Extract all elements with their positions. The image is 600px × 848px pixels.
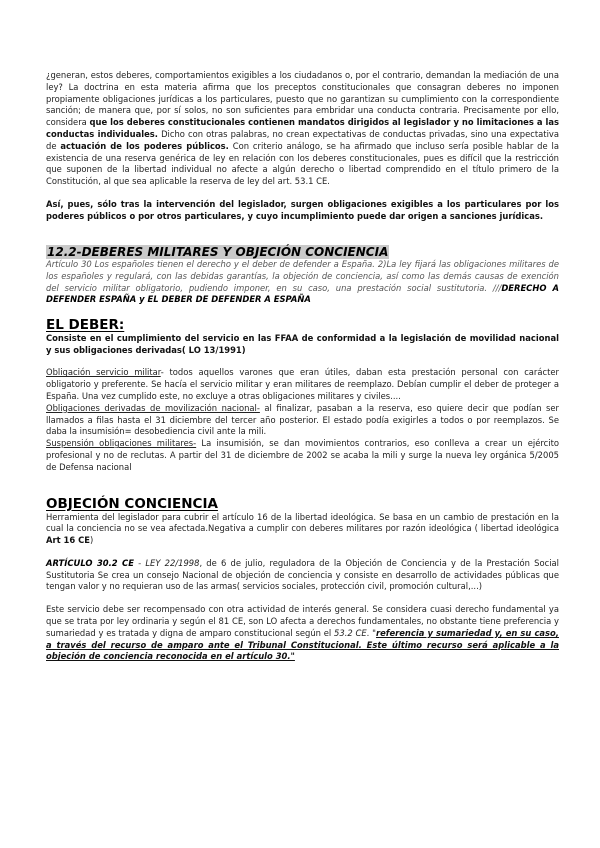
intro-paragraph-1 — [46, 70, 559, 188]
objecion-paragraph-2 — [46, 558, 559, 593]
intro-paragraph-2: Así, pues, sólo tras la intervención del legislador, surgen obligaciones exigibles a los particulares por los poderes públicos o por otros particulares, y cuyo incumplimiento puede dar origen a sanciones jurídicas. — [46, 198, 559, 221]
objecion-p2-text: , de 6 de julio, reguladora de la Objeción de Conciencia y de la Prestación Social Sustitutoria Se crea un consejo Nacional de objeción de conciencia y consiste en desarrollo de actividades públicas que tengan valor y no requieran uso de las armas( servicios sociales, protección civil, promoción cultural,...) — [46, 557, 560, 592]
intro-bold-d: actuación de los poderes públicos. — [60, 140, 229, 151]
el-deber-summary: Consiste en el cumplimiento del servicio en las FFAA de conformidad a la legislación de movilidad nacional y sus obligaciones derivadas( LO 13/1991) — [46, 332, 559, 355]
section-12-2-title: 12.2-DEBERES MILITARES Y OBJECIÓN CONCIENCIA — [47, 244, 389, 259]
objecion-p2-ref: ARTÍCULO 30.2 CE — [46, 557, 134, 568]
document-page — [46, 70, 559, 663]
item-3-label: Suspensión obligaciones militares- — [46, 438, 197, 449]
objecion-paragraph-1 — [46, 512, 559, 547]
el-deber-item-1 — [46, 367, 559, 402]
objecion-p3-quote: referencia y sumariedad y, en su caso, a través del recurso de amparo ante el Tribunal Constitucional. Este último recurso será aplicable a la objeción de conciencia reconocida en el artículo 30." — [46, 627, 559, 662]
intro-text-c: Dicho con otras palabras, no crean expectativas de conductas privadas, sino una expectativa de — [46, 128, 559, 151]
item-2-text: al finalizar, pasaban a la reserva, eso quiere decir que podían ser llamados a filas hasta el 31 diciembre del tercer año posterior. El estado podía exigirles a todos o por reemplazos. Se daba la insumisión= desobediencia civil ante la mili. — [46, 402, 559, 437]
item-2-label: Obligaciones derivadas de movilización nacional- — [46, 402, 260, 413]
el-deber-title: EL DEBER: — [46, 316, 125, 333]
item-1-label: Obligación servicio militar — [46, 367, 161, 378]
article-30-body: Artículo 30 Los españoles tienen el derecho y el deber de defender a España. 2)La ley fijará las obligaciones militares de los españoles y regulará, con las debidas garantías, la objeción de conciencia, así como las demás causas de exención del servicio militar obligatorio, pudiendo imponer, en su caso, una prestación social sustitutoria. /// — [46, 259, 559, 293]
article-30-emphasis: DERECHO A DEFENDER ESPAÑA y EL DEBER DE DEFENDER A ESPAÑA — [46, 282, 560, 305]
objecion-p3-sep: . " — [366, 627, 376, 638]
objecion-p1-text: Herramienta del legislador para cubrir el artículo 16 de la libertad ideológica. Se basa en un cambio de prestación en la cual la conciencia no se vea afectada.Negativa a cumplir con deberes militares por razón ideológica ( libertad ideológica — [46, 511, 559, 534]
el-deber-item-3 — [46, 438, 559, 473]
el-deber-item-2 — [46, 403, 559, 438]
article-30-text — [46, 259, 559, 305]
objecion-title: OBJECIÓN CONCIENCIA — [46, 495, 218, 512]
item-3-text: La insumisión, se dan movimientos contrarios, eso conlleva a crear un ejército profesional y no de reclutas. A partir del 31 de diciembre de 2002 se acaba la mili y surge la nueva ley orgánica 5/2005 de Defensa nacional — [46, 438, 559, 472]
intro-bold-b: que los deberes constitucionales contienen mandatos dirigidos al legislador y no limitaciones a las conductas individuales. — [46, 117, 559, 139]
objecion-p2-ley: - LEY 22/1998 — [133, 557, 200, 568]
objecion-p1-ref: Art 16 CE — [46, 535, 90, 546]
objecion-p3-text: Este servicio debe ser recompensado con otra actividad de interés general. Se considera cuasi derecho fundamental ya que se trata por ley ordinaria y según el 81 CE, son LO afecta a derechos fundamentales, no obstante tiene preferencia y sumariedad y es tratada y digna de amparo constitucional según el — [46, 604, 559, 638]
intro-text-e: Con criterio análogo, se ha afirmado que incluso sería posible hablar de la existencia de una reserva genérica de ley en relación con los deberes constitucionales, pues es difícil que la restricción que suponen de la libertad individual no afecte a algún derecho o libertad comprendido en el título primero de la Constitución, al que sea aplicable la reserva de ley del art. 53.1 CE. — [46, 140, 559, 187]
item-1-text: - todos aquellos varones que eran útiles, daban esta prestación personal con carácter obligatorio y preferente. Se hacía el servicio militar y eran militares de reemplazo. Debían cumplir el deber de proteger a España. Una vez cumplido este, no excluye a otras obligaciones militares y civiles.... — [46, 367, 559, 401]
objecion-paragraph-3 — [46, 604, 559, 663]
objecion-p1-close: ) — [89, 535, 94, 546]
intro-text-a: ¿generan, estos deberes, comportamientos exigibles a los ciudadanos o, por el contrario, demandan la mediación de una ley? La doctrina en esta materia afirma que los preceptos constitucionales que consagran deberes no imponen propiamente obligaciones jurídicas a los particulares, puesto que no garantizan su cumplimiento con la correspondiente sanción; de manera que, por sí solos, no son suficientes para embridar una conducta contraria. Precisamente por ello, considera — [46, 70, 559, 128]
objecion-p3-ref: 53.2 CE — [334, 627, 367, 638]
